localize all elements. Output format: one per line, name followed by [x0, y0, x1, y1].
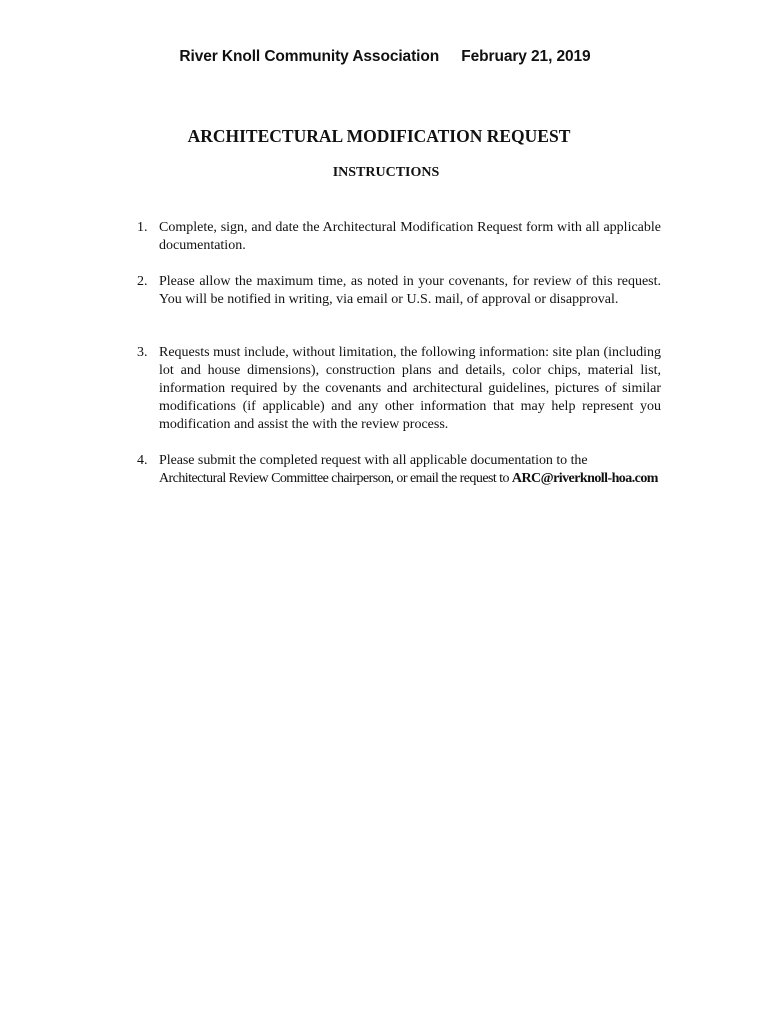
- instruction-text: Please allow the maximum time, as noted in your covenants, for review of this request. You will be notified in writing, via email or U.S. mail, of approval or disapproval.: [159, 274, 661, 307]
- organization-name: River Knoll Community Association: [179, 48, 440, 65]
- document-subtitle: INSTRUCTIONS: [332, 165, 440, 180]
- instruction-text-line: Architectural Review Committee chairperson, or email the request to: [159, 471, 512, 486]
- instruction-number: 4.: [137, 453, 148, 468]
- instruction-text-line: Please submit the completed request with all applicable documentation to the: [159, 453, 588, 468]
- document-header: [0, 48, 770, 66]
- instruction-item: [137, 219, 661, 255]
- instruction-number: 3.: [137, 345, 148, 360]
- instruction-item: [137, 273, 661, 309]
- header-date: February 21, 2019: [461, 48, 591, 65]
- instruction-text: Requests must include, without limitation, the following information: site plan (including lot and house dimensions), construction plans and details, color chips, material list, information required by the covenants and architectural guidelines, pictures of similar modifications (if applicable) and any other information that may help represent you modification and assist the with the review process.: [159, 345, 661, 432]
- email-address: ARC@riverknoll-hoa.com: [511, 471, 658, 486]
- instruction-text: Complete, sign, and date the Architectural Modification Request form with all applicable documentation.: [159, 220, 661, 253]
- instruction-number: 2.: [137, 274, 148, 289]
- document-title: ARCHITECTURAL MODIFICATION REQUEST: [187, 126, 571, 146]
- instruction-item: [137, 452, 661, 488]
- instruction-number: 1.: [137, 220, 148, 235]
- instruction-item: [137, 344, 661, 434]
- instruction-text: [137, 452, 661, 488]
